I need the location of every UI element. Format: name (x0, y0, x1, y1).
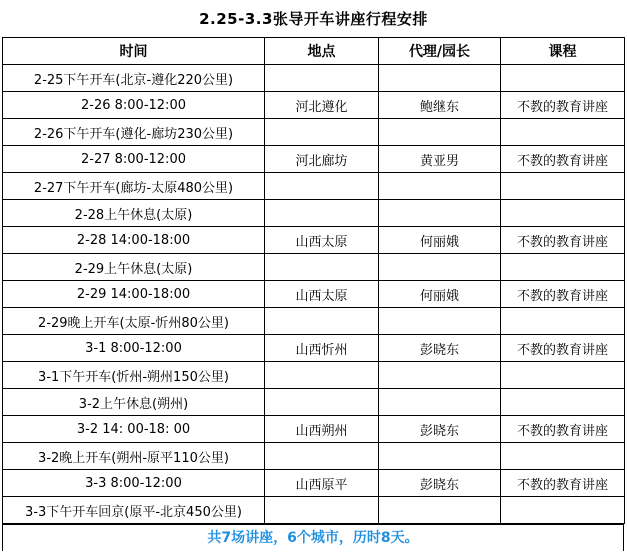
cell-time: 2-27下午开车(廊坊-太原480公里) (3, 173, 265, 200)
cell-agent (379, 65, 501, 92)
cell-place: 山西原平 (265, 470, 379, 497)
header-row (3, 38, 625, 65)
cell-time: 2-29晚上开车(太原-忻州80公里) (3, 308, 265, 335)
cell-course: 不教的教育讲座 (501, 335, 625, 362)
table-row (3, 497, 625, 524)
table-row (3, 335, 625, 362)
cell-course: 不教的教育讲座 (501, 281, 625, 308)
cell-agent: 彭晓东 (379, 416, 501, 443)
table-row (3, 470, 625, 497)
cell-course (501, 443, 625, 470)
cell-place (265, 200, 379, 227)
cell-place: 山西朔州 (265, 416, 379, 443)
cell-time: 3-2 14: 00-18: 00 (3, 416, 265, 443)
page-title: 2.25-3.3张导开车讲座行程安排 (199, 10, 428, 28)
cell-time: 3-2晚上开车(朔州-原平110公里) (3, 443, 265, 470)
cell-agent (379, 308, 501, 335)
cell-agent (379, 389, 501, 416)
table-row (3, 281, 625, 308)
cell-place: 山西太原 (265, 281, 379, 308)
cell-place (265, 65, 379, 92)
cell-time: 2-26 8:00-12:00 (3, 92, 265, 119)
cell-agent (379, 119, 501, 146)
table-row (3, 443, 625, 470)
table-row (3, 362, 625, 389)
cell-place (265, 497, 379, 524)
cell-time: 2-29 14:00-18:00 (3, 281, 265, 308)
table-row (3, 92, 625, 119)
cell-place: 山西太原 (265, 227, 379, 254)
cell-place: 河北遵化 (265, 92, 379, 119)
cell-agent: 彭晓东 (379, 335, 501, 362)
cell-time: 3-1下午开车(忻州-朔州150公里) (3, 362, 265, 389)
cell-time: 2-28上午休息(太原) (3, 200, 265, 227)
cell-time: 2-25下午开车(北京-遵化220公里) (3, 65, 265, 92)
cell-time: 3-3下午开车回京(原平-北京450公里) (3, 497, 265, 524)
cell-course (501, 200, 625, 227)
cell-agent (379, 443, 501, 470)
cell-place (265, 389, 379, 416)
cell-place: 山西忻州 (265, 335, 379, 362)
cell-time: 3-1 8:00-12:00 (3, 335, 265, 362)
cell-time: 2-29上午休息(太原) (3, 254, 265, 281)
cell-agent (379, 200, 501, 227)
cell-agent (379, 362, 501, 389)
cell-agent (379, 497, 501, 524)
cell-course (501, 254, 625, 281)
header-place: 地点 (265, 38, 379, 65)
cell-place (265, 254, 379, 281)
cell-agent: 黄亚男 (379, 146, 501, 173)
cell-course (501, 173, 625, 200)
table-row (3, 119, 625, 146)
header-agent: 代理/园长 (379, 38, 501, 65)
cell-agent: 鲍继东 (379, 92, 501, 119)
cell-course (501, 497, 625, 524)
cell-course: 不教的教育讲座 (501, 92, 625, 119)
cell-course: 不教的教育讲座 (501, 416, 625, 443)
table-row (3, 173, 625, 200)
cell-place (265, 173, 379, 200)
cell-course (501, 362, 625, 389)
cell-course: 不教的教育讲座 (501, 470, 625, 497)
cell-time: 3-3 8:00-12:00 (3, 470, 265, 497)
cell-course (501, 119, 625, 146)
cell-time: 2-28 14:00-18:00 (3, 227, 265, 254)
table-row (3, 308, 625, 335)
cell-agent: 彭晓东 (379, 470, 501, 497)
schedule-table (2, 37, 625, 524)
table-row (3, 416, 625, 443)
cell-course: 不教的教育讲座 (501, 146, 625, 173)
table-row (3, 146, 625, 173)
cell-agent: 何丽娥 (379, 227, 501, 254)
cell-agent (379, 254, 501, 281)
cell-course: 不教的教育讲座 (501, 227, 625, 254)
cell-course (501, 308, 625, 335)
cell-place (265, 119, 379, 146)
table-row (3, 65, 625, 92)
table-row (3, 254, 625, 281)
cell-course (501, 65, 625, 92)
cell-place: 河北廊坊 (265, 146, 379, 173)
cell-time: 2-27 8:00-12:00 (3, 146, 265, 173)
cell-place (265, 362, 379, 389)
table-row (3, 200, 625, 227)
cell-place (265, 308, 379, 335)
cell-time: 3-2上午休息(朔州) (3, 389, 265, 416)
table-row (3, 227, 625, 254)
cell-place (265, 443, 379, 470)
cell-agent (379, 173, 501, 200)
header-time: 时间 (3, 38, 265, 65)
cell-time: 2-26下午开车(遵化-廊坊230公里) (3, 119, 265, 146)
header-course: 课程 (501, 38, 625, 65)
summary-line: 共7场讲座，6个城市，历时8天。 (2, 524, 624, 551)
cell-course (501, 389, 625, 416)
table-row (3, 389, 625, 416)
cell-agent: 何丽娥 (379, 281, 501, 308)
